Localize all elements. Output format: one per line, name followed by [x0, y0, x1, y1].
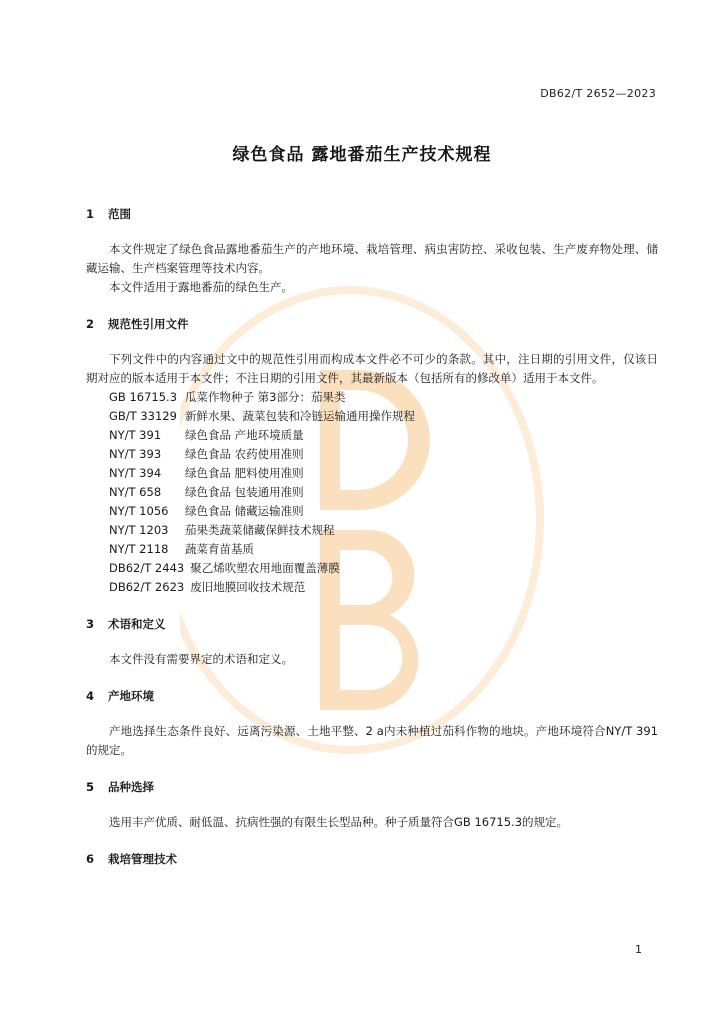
section-title: 产地环境 — [108, 689, 154, 703]
section-title: 范围 — [108, 207, 131, 221]
reference-name: 聚乙烯吹塑农用地面覆盖薄膜 — [190, 561, 340, 575]
paragraph: 产地选择生态条件良好、远离污染源、土地平整、2 a内未种植过茄科作物的地块。产地环境符合NY/T 391的规定。 — [86, 724, 658, 757]
section-number: 3 — [86, 617, 95, 631]
section-heading — [86, 778, 658, 797]
section-heading — [86, 615, 658, 634]
reference-name: 绿色食品 储藏运输准则 — [185, 504, 304, 518]
reference-code: DB62/T 2623 — [109, 580, 185, 594]
reference-code: NY/T 2118 — [109, 542, 169, 556]
reference-item — [86, 521, 658, 540]
reference-name: 瓜菜作物种子 第3部分：茄果类 — [185, 390, 346, 404]
reference-item — [86, 388, 658, 407]
section-title: 术语和定义 — [108, 617, 166, 631]
reference-list — [86, 388, 658, 597]
reference-name: 茄果类蔬菜储藏保鲜技术规程 — [185, 523, 335, 537]
document-body — [86, 205, 658, 869]
reference-code: DB62/T 2443 — [109, 561, 185, 575]
reference-name: 绿色食品 产地环境质量 — [185, 428, 304, 442]
page-number: 1 — [635, 943, 642, 956]
section-heading — [86, 315, 658, 334]
reference-item — [86, 464, 658, 483]
paragraph: 选用丰产优质、耐低温、抗病性强的有限生长型品种。种子质量符合GB 16715.3的规定。 — [109, 815, 569, 829]
reference-code: GB/T 33129 — [109, 409, 177, 423]
reference-code: NY/T 394 — [109, 466, 162, 480]
section-number: 4 — [86, 689, 95, 703]
document-title: 绿色食品 露地番茄生产技术规程 — [232, 145, 492, 165]
reference-code: NY/T 1056 — [109, 504, 169, 518]
section-number: 1 — [86, 207, 95, 221]
reference-name: 蔬菜育苗基质 — [185, 542, 254, 556]
reference-code: NY/T 393 — [109, 447, 162, 461]
reference-name: 新鲜水果、蔬菜包装和冷链运输通用操作规程 — [185, 409, 415, 423]
reference-item — [86, 578, 658, 597]
document-code: DB62/T 2652—2023 — [540, 87, 656, 100]
paragraph: 本文件没有需要界定的术语和定义。 — [109, 652, 293, 666]
reference-code: NY/T 658 — [109, 485, 162, 499]
reference-item — [86, 483, 658, 502]
section-heading — [86, 205, 658, 224]
reference-name: 绿色食品 农药使用准则 — [185, 447, 304, 461]
reference-code: GB 16715.3 — [109, 390, 178, 404]
section-number: 6 — [86, 852, 95, 866]
reference-code: NY/T 391 — [109, 428, 162, 442]
reference-item — [86, 445, 658, 464]
section-heading — [86, 687, 658, 706]
section-number: 2 — [86, 317, 95, 331]
paragraph: 本文件规定了绿色食品露地番茄生产的产地环境、栽培管理、病虫害防控、采收包装、生产废弃物处理、储藏运输、生产档案管理等技术内容。 — [86, 242, 658, 275]
reference-item — [86, 426, 658, 445]
reference-code: NY/T 1203 — [109, 523, 169, 537]
paragraph: 下列文件中的内容通过文中的规范性引用而构成本文件必不可少的条款。其中，注日期的引用文件，仅该日期对应的版本适用于本文件；不注日期的引用文件，其最新版本（包括所有的修改单）适用于本文件。 — [86, 352, 658, 385]
paragraph: 本文件适用于露地番茄的绿色生产。 — [109, 280, 293, 294]
section-title: 规范性引用文件 — [108, 317, 189, 331]
section-title: 品种选择 — [108, 780, 154, 794]
reference-name: 绿色食品 包装通用准则 — [185, 485, 304, 499]
reference-name: 绿色食品 肥料使用准则 — [185, 466, 304, 480]
section-heading — [86, 850, 658, 869]
section-title: 栽培管理技术 — [108, 852, 177, 866]
section-number: 5 — [86, 780, 95, 794]
reference-name: 废旧地膜回收技术规范 — [190, 580, 306, 594]
reference-item — [86, 502, 658, 521]
reference-item — [86, 407, 658, 426]
reference-item — [86, 540, 658, 559]
reference-item — [86, 559, 658, 578]
